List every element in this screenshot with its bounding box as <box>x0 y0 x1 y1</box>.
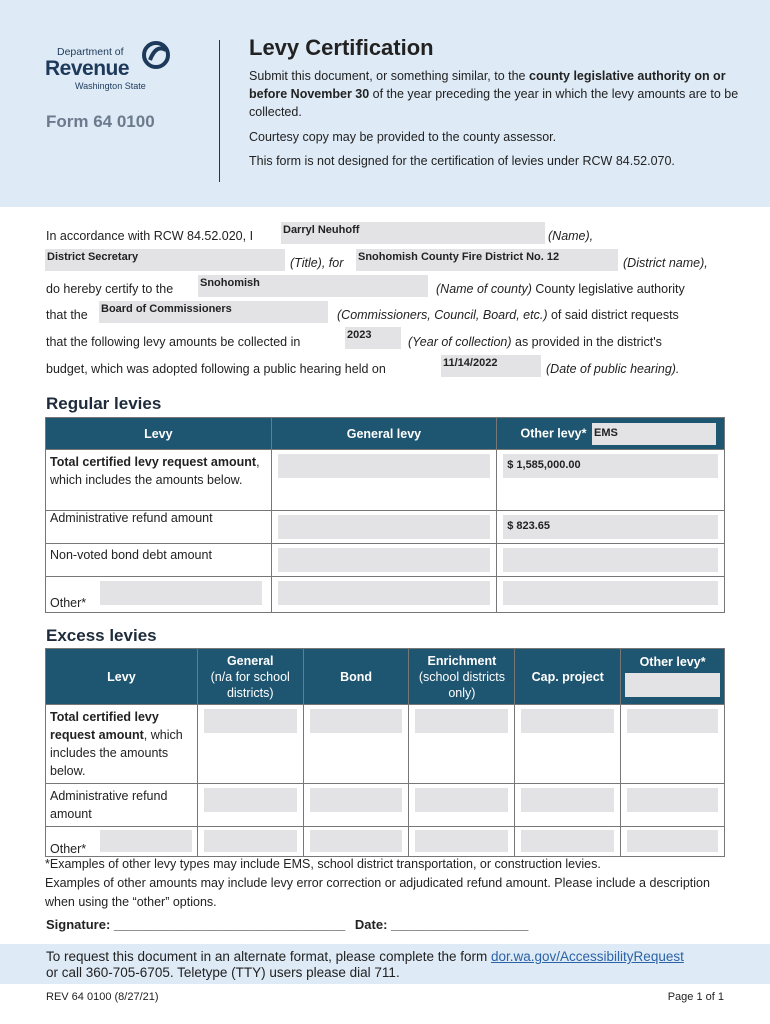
ex-cell-other-total <box>621 705 725 784</box>
ex-general-total-field[interactable] <box>204 709 297 733</box>
cell-other-bond <box>497 544 725 577</box>
ex-row-total-bold: Total certified levy request amount <box>50 710 159 742</box>
instructions-text: Submit this document, or something similar, to the <box>249 69 529 83</box>
county-tail: County legislative authority <box>531 282 685 296</box>
year-field[interactable]: 2023 <box>345 327 401 349</box>
row-admin-refund: Administrative refund amount <box>46 511 272 544</box>
ex-bond-other-field[interactable] <box>310 830 403 852</box>
ex-cell-enrich-other <box>409 827 515 857</box>
ex-cell-other-other <box>621 827 725 857</box>
ex-bond-refund-field[interactable] <box>310 788 403 812</box>
ex-col-bond: Bond <box>303 649 409 705</box>
other-refund-field[interactable]: $ 823.65 <box>503 515 718 539</box>
ex-cell-general-refund <box>197 784 303 827</box>
cert-line5: that the following levy amounts be collected in <box>46 335 301 349</box>
ex-cap-other-field[interactable] <box>521 830 614 852</box>
ex-row-other-label: Other* <box>50 842 87 856</box>
logo-name: Revenue <box>45 57 130 80</box>
ex-cell-cap-total <box>515 705 621 784</box>
accessibility-text: To request this document in an alternate format, please complete the form <box>46 949 491 964</box>
board-field[interactable]: Board of Commissioners <box>99 301 328 323</box>
cert-line3: do hereby certify to the <box>46 282 174 296</box>
page-number: Page 1 of 1 <box>667 991 724 1003</box>
board-label: (Commissioners, Council, Board, etc.) <box>337 308 548 322</box>
cert-line4: that the <box>46 308 88 322</box>
ex-cap-total-field[interactable] <box>521 709 614 733</box>
ex-row-other <box>46 827 198 857</box>
form-number: Form 64 0100 <box>46 112 155 131</box>
accessibility-phone: or call 360-705-6705. Teletype (TTY) users please dial 711. <box>46 965 400 980</box>
excess-levies-table <box>45 648 725 857</box>
ex-cell-general-total <box>197 705 303 784</box>
board-tail: of said district requests <box>547 308 679 322</box>
ex-enrich-total-field[interactable] <box>415 709 508 733</box>
row-bond-debt: Non-voted bond debt amount <box>46 544 272 577</box>
regular-other-description-field[interactable] <box>100 581 262 605</box>
cell-other-other <box>497 577 725 613</box>
regular-levies-title: Regular levies <box>46 394 162 413</box>
rcw-note: This form is not designed for the certification of levies under RCW 84.52.070. <box>249 154 675 168</box>
ex-cell-bond-refund <box>303 784 409 827</box>
signature-row <box>46 917 528 932</box>
ex-general-refund-field[interactable] <box>204 788 297 812</box>
cell-general-other <box>271 577 497 613</box>
logo-dept: Department of <box>57 46 124 58</box>
accessibility-link[interactable]: dor.wa.gov/AccessibilityRequest <box>491 949 684 964</box>
date-label: Date: <box>354 917 388 932</box>
regular-levies-table <box>45 417 725 613</box>
ex-other-total-field[interactable] <box>627 709 718 733</box>
revision-number: REV 64 0100 (8/27/21) <box>46 991 159 1003</box>
instructions-bold: county legislative authority on or before November 30 <box>249 69 726 101</box>
ex-other-refund-field[interactable] <box>627 788 718 812</box>
ex-cell-enrich-refund <box>409 784 515 827</box>
ex-cell-other-refund <box>621 784 725 827</box>
name-field[interactable]: Darryl Neuhoff <box>281 222 545 244</box>
ex-row-total-rest: , which includes the amounts below. <box>50 728 183 778</box>
col-other-levy <box>497 418 725 450</box>
ex-col-enrichment-sub: (school districts only) <box>418 669 505 700</box>
note-other-levy-types: *Examples of other levy types may include EMS, school district transportation, or construction levies. <box>45 857 601 871</box>
ex-cell-bond-other <box>303 827 409 857</box>
cert-line6: budget, which was adopted following a public hearing held on <box>46 362 386 376</box>
ex-col-general <box>197 649 303 705</box>
ex-other-description-field[interactable] <box>100 830 192 852</box>
dor-logo <box>45 40 175 100</box>
county-label: (Name of county) <box>436 282 532 296</box>
ex-col-levy: Levy <box>46 649 198 705</box>
district-field[interactable]: Snohomish County Fire District No. 12 <box>356 249 618 271</box>
general-other-field[interactable] <box>278 581 491 605</box>
ex-enrich-refund-field[interactable] <box>415 788 508 812</box>
page-title: Levy Certification <box>249 35 434 60</box>
ex-col-cap-project: Cap. project <box>515 649 621 705</box>
ex-general-other-field[interactable] <box>204 830 297 852</box>
ex-enrich-other-field[interactable] <box>415 830 508 852</box>
other-bond-field[interactable] <box>503 548 718 572</box>
row-other <box>46 577 272 613</box>
instructions-paragraph <box>249 67 744 121</box>
ex-col-general-label: General <box>226 653 274 668</box>
signature-line[interactable]: ________________________________ <box>113 917 346 932</box>
hearing-date-field[interactable]: 11/14/2022 <box>441 355 541 377</box>
cell-general-refund <box>271 511 497 544</box>
cell-general-bond <box>271 544 497 577</box>
note-other-amounts: Examples of other amounts may include levy error correction or adjudicated refund amount. Please include a description when using the “other” options. <box>45 876 710 909</box>
general-refund-field[interactable] <box>278 515 491 539</box>
header-divider <box>219 40 220 182</box>
year-tail: as provided in the district's <box>511 335 662 349</box>
county-field[interactable]: Snohomish <box>198 275 428 297</box>
ex-other-other-field[interactable] <box>627 830 718 852</box>
row-other-label: Other* <box>50 596 87 610</box>
ex-cell-cap-refund <box>515 784 621 827</box>
instructions-text-end: of the year preceding the year in which the levy amounts are to be collected. <box>249 87 739 119</box>
courtesy-copy-note: Courtesy copy may be provided to the county assessor. <box>249 130 557 144</box>
accessibility-note <box>46 949 684 981</box>
other-total-field[interactable]: $ 1,585,000.00 <box>503 454 718 478</box>
row-total-certified <box>46 450 272 511</box>
accessibility-band <box>0 944 770 984</box>
ex-cell-bond-total <box>303 705 409 784</box>
title-field[interactable]: District Secretary <box>45 249 285 271</box>
ex-cell-general-other <box>197 827 303 857</box>
cert-line1: In accordance with RCW 84.52.020, I <box>46 229 254 243</box>
col-general-levy: General levy <box>271 418 497 450</box>
revenue-logo-icon <box>142 40 170 70</box>
ex-bond-total-field[interactable] <box>310 709 403 733</box>
other-levy-type-field[interactable]: EMS <box>592 423 716 445</box>
year-label: (Year of collection) <box>408 335 512 349</box>
col-other-levy-label: Other levy* <box>520 425 587 440</box>
cell-other-refund <box>497 511 725 544</box>
cell-other-total <box>497 450 725 511</box>
ex-other-type-field[interactable] <box>625 673 720 697</box>
cell-general-total <box>271 450 497 511</box>
ex-cap-refund-field[interactable] <box>521 788 614 812</box>
signature-label: Signature: <box>46 917 111 932</box>
ex-col-other <box>621 649 725 705</box>
ex-col-enrichment-label: Enrichment <box>427 653 497 668</box>
ex-cell-cap-other <box>515 827 621 857</box>
ex-col-general-sub: (n/a for school districts) <box>210 669 290 700</box>
district-label: (District name), <box>623 256 708 270</box>
name-label: (Name), <box>548 229 594 243</box>
general-bond-field[interactable] <box>278 548 491 572</box>
date-line[interactable]: ___________________ <box>391 917 529 932</box>
title-label: (Title), for <box>290 256 344 270</box>
row-total-rest: , which includes the amounts below. <box>50 455 260 487</box>
general-total-field[interactable] <box>278 454 491 478</box>
hearing-date-label: (Date of public hearing). <box>546 362 680 376</box>
header-band <box>0 0 770 207</box>
ex-col-enrichment <box>409 649 515 705</box>
logo-state: Washington State <box>75 81 146 91</box>
ex-cell-enrich-total <box>409 705 515 784</box>
ex-row-admin-refund: Administrative refund amount <box>46 784 198 827</box>
other-other-field[interactable] <box>503 581 718 605</box>
row-total-bold: Total certified levy request amount <box>50 455 257 469</box>
col-levy: Levy <box>46 418 272 450</box>
ex-row-total <box>46 705 198 784</box>
ex-col-other-label: Other levy* <box>639 655 706 669</box>
excess-levies-title: Excess levies <box>46 626 157 645</box>
